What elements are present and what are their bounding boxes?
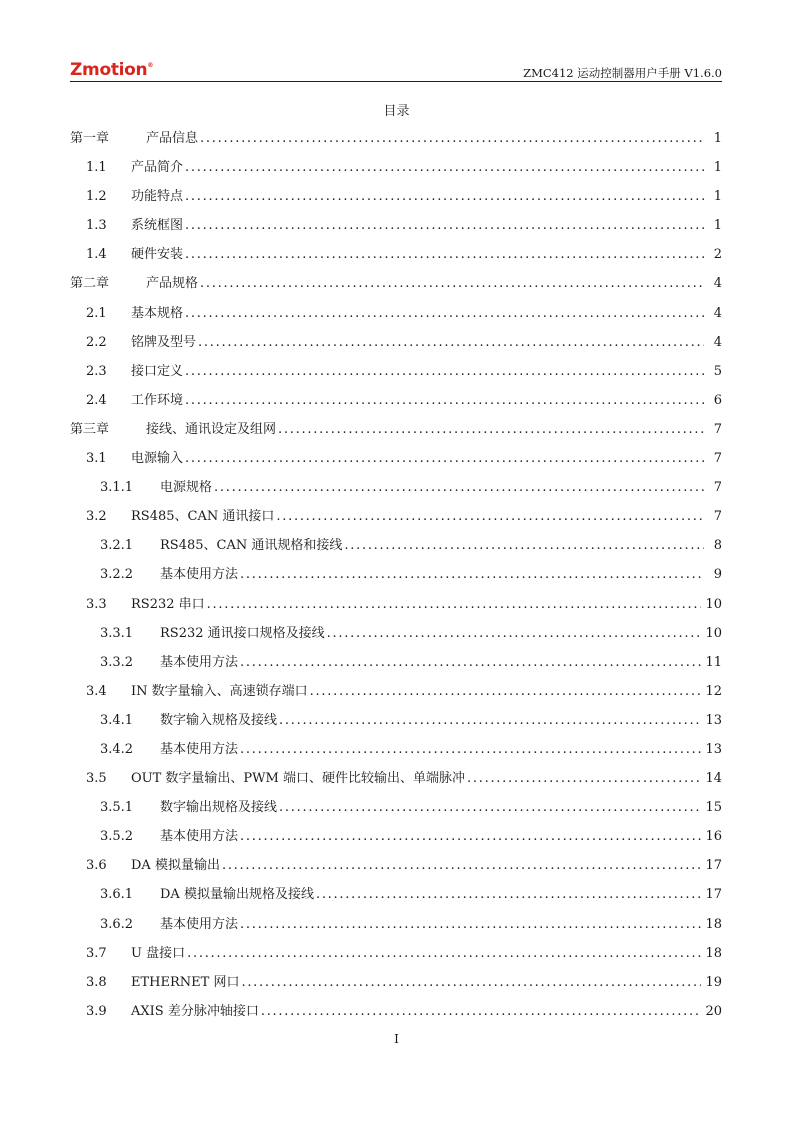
toc-entry-title: 产品简介 <box>131 160 184 176</box>
dot-leader <box>276 502 704 531</box>
toc-entry-title: ETHERNET 网口 <box>131 974 240 990</box>
toc-entry-number: 3.1 <box>86 451 107 467</box>
toc-entry-title: 铭牌及型号 <box>131 334 197 350</box>
dot-leader <box>261 997 702 1026</box>
dot-leader <box>316 880 702 909</box>
toc-entry-page: 12 <box>705 683 722 699</box>
page-header <box>70 58 722 82</box>
dot-leader <box>344 531 704 560</box>
toc-entry-number: 1.2 <box>86 189 107 205</box>
dot-leader <box>185 299 704 328</box>
toc-entry-title: DA 模拟量输出规格及接线 <box>160 887 314 903</box>
dot-leader <box>222 851 702 880</box>
header-divider <box>70 81 722 82</box>
logo-text: Zmotion <box>70 60 148 80</box>
dot-leader <box>200 124 704 153</box>
dot-leader <box>310 677 702 706</box>
dot-leader <box>279 793 701 822</box>
toc-entry[interactable] <box>70 619 722 648</box>
toc-entry[interactable] <box>70 444 722 473</box>
toc-entry-title: RS232 通讯接口规格及接线 <box>160 625 325 641</box>
toc-entry[interactable] <box>70 939 722 968</box>
toc-entry-number: 3.7 <box>86 945 107 961</box>
toc-entry[interactable] <box>70 590 722 619</box>
dot-leader <box>240 648 701 677</box>
toc-entry-number: 2.4 <box>86 392 107 408</box>
toc-entry[interactable] <box>70 531 722 560</box>
toc-entry[interactable] <box>70 124 722 153</box>
toc-entry-page: 18 <box>705 945 722 961</box>
toc-entry-title: 接线、通讯设定及组网 <box>146 421 277 437</box>
toc-entry-title: RS485、CAN 通讯接口 <box>131 509 275 525</box>
dot-leader <box>185 240 704 269</box>
toc-entry-title: 数字输出规格及接线 <box>160 800 278 816</box>
toc-entry-title: 基本使用方法 <box>160 829 239 845</box>
toc-entry-page: 13 <box>705 741 722 757</box>
toc-entry-page: 7 <box>713 451 722 467</box>
dot-leader <box>240 560 704 589</box>
toc-entry[interactable] <box>70 648 722 677</box>
toc-entry[interactable] <box>70 968 722 997</box>
toc-entry-page: 1 <box>713 160 722 176</box>
dot-leader <box>327 619 702 648</box>
toc-entry[interactable] <box>70 299 722 328</box>
toc-entry-title: 基本使用方法 <box>160 741 239 757</box>
toc-entry-page: 7 <box>713 480 722 496</box>
toc-entry-number: 3.5.2 <box>100 829 134 845</box>
toc-entry-number: 3.4.1 <box>100 712 134 728</box>
toc-entry-title: RS485、CAN 通讯规格和接线 <box>160 538 343 554</box>
toc-entry[interactable] <box>70 269 722 298</box>
toc-entry-page: 10 <box>705 596 722 612</box>
toc-entry-number: 3.9 <box>86 1003 107 1019</box>
toc-entry-page: 17 <box>705 887 722 903</box>
toc-entry[interactable] <box>70 182 722 211</box>
toc-entry[interactable] <box>70 211 722 240</box>
dot-leader <box>207 590 702 619</box>
toc-entry-page: 13 <box>705 712 722 728</box>
toc-entry-number: 3.1.1 <box>100 480 134 496</box>
toc-entry-page: 11 <box>705 654 722 670</box>
toc-entry-number: 3.3.2 <box>100 654 134 670</box>
toc-entry-number: 2.2 <box>86 334 107 350</box>
toc-entry-title: 基本使用方法 <box>160 567 239 583</box>
dot-leader <box>467 764 701 793</box>
toc-entry-title: IN 数字量输入、高速锁存端口 <box>131 683 308 699</box>
toc-entry-number: 3.6 <box>86 858 107 874</box>
toc-entry-title: OUT 数字量输出、PWM 端口、硬件比较输出、单端脉冲 <box>131 771 465 787</box>
toc-entry-page: 4 <box>713 334 722 350</box>
toc-entry[interactable] <box>70 328 722 357</box>
toc-entry-title: 工作环境 <box>131 392 184 408</box>
toc-entry[interactable] <box>70 357 722 386</box>
toc-entry[interactable] <box>70 677 722 706</box>
toc-entry-number: 3.4.2 <box>100 741 134 757</box>
toc-entry-number: 1.1 <box>86 160 107 176</box>
dot-leader <box>187 939 701 968</box>
table-of-contents <box>70 124 722 1026</box>
toc-entry-number: 3.5 <box>86 771 107 787</box>
dot-leader <box>279 706 701 735</box>
toc-entry-number: 3.2 <box>86 509 107 525</box>
toc-entry-title: DA 模拟量输出 <box>131 858 220 874</box>
toc-entry-number: 第三章 <box>70 421 110 437</box>
toc-entry-number: 3.6.1 <box>100 887 134 903</box>
toc-entry-page: 4 <box>713 305 722 321</box>
toc-entry[interactable] <box>70 240 722 269</box>
toc-entry[interactable] <box>70 502 722 531</box>
toc-entry-title: 系统框图 <box>131 218 184 234</box>
dot-leader <box>185 182 704 211</box>
toc-entry-number: 3.8 <box>86 974 107 990</box>
toc-entry-page: 1 <box>713 131 722 146</box>
toc-entry-number: 2.3 <box>86 363 107 379</box>
toc-entry-page: 16 <box>705 829 722 845</box>
toc-entry-page: 2 <box>713 247 722 263</box>
toc-entry-title: 基本使用方法 <box>160 654 239 670</box>
document-title: ZMC412 运动控制器用户手册 V1.6.0 <box>523 66 722 80</box>
toc-entry-title: 接口定义 <box>131 363 184 379</box>
toc-entry-number: 3.2.1 <box>100 538 134 554</box>
registered-mark: ® <box>147 62 154 69</box>
dot-leader <box>185 211 704 240</box>
toc-entry-title: 功能特点 <box>131 189 184 205</box>
toc-entry-number: 3.4 <box>86 683 107 699</box>
toc-entry-number: 3.3.1 <box>100 625 134 641</box>
toc-entry-page: 7 <box>713 421 722 437</box>
toc-entry[interactable] <box>70 764 722 793</box>
dot-leader <box>185 444 704 473</box>
toc-entry[interactable] <box>70 706 722 735</box>
toc-entry-page: 6 <box>713 392 722 408</box>
toc-entry[interactable] <box>70 822 722 851</box>
toc-entry-page: 17 <box>705 858 722 874</box>
toc-entry[interactable] <box>70 910 722 939</box>
toc-entry[interactable] <box>70 415 722 444</box>
toc-entry-number: 1.3 <box>86 218 107 234</box>
dot-leader <box>185 386 704 415</box>
toc-entry-title: 数字输入规格及接线 <box>160 712 278 728</box>
toc-entry-title: AXIS 差分脉冲轴接口 <box>131 1003 259 1019</box>
toc-entry[interactable] <box>70 386 722 415</box>
toc-entry-number: 3.5.1 <box>100 800 134 816</box>
page-number: I <box>394 1032 399 1046</box>
toc-entry-page: 8 <box>713 538 722 554</box>
toc-entry-number: 2.1 <box>86 305 107 321</box>
toc-entry[interactable] <box>70 560 722 589</box>
toc-entry-page: 19 <box>705 974 722 990</box>
dot-leader <box>240 822 701 851</box>
toc-entry[interactable] <box>70 473 722 502</box>
toc-entry-title: 基本规格 <box>131 305 184 321</box>
toc-entry-number: 3.2.2 <box>100 567 134 583</box>
toc-entry[interactable] <box>70 880 722 909</box>
toc-entry-page: 4 <box>713 276 722 292</box>
toc-entry-title: 基本使用方法 <box>160 916 239 932</box>
toc-entry-title: 电源输入 <box>131 451 184 467</box>
toc-entry-number: 第二章 <box>70 276 110 292</box>
toc-entry-title: 电源规格 <box>160 480 213 496</box>
toc-entry-page: 18 <box>705 916 722 932</box>
toc-entry-page: 9 <box>713 567 722 583</box>
dot-leader <box>240 735 701 764</box>
toc-entry-page: 5 <box>713 363 722 379</box>
dot-leader <box>241 968 701 997</box>
toc-entry[interactable] <box>70 851 722 880</box>
toc-entry-page: 15 <box>705 800 722 816</box>
dot-leader <box>214 473 704 502</box>
toc-entry-page: 7 <box>713 509 722 525</box>
zmotion-logo <box>70 60 153 80</box>
toc-entry[interactable] <box>70 997 722 1026</box>
dot-leader <box>185 153 704 182</box>
toc-entry-page: 20 <box>705 1003 722 1019</box>
dot-leader <box>200 269 704 298</box>
toc-entry-page: 1 <box>713 218 722 234</box>
toc-entry-title: 硬件安装 <box>131 247 184 263</box>
toc-entry-number: 3.6.2 <box>100 916 134 932</box>
dot-leader <box>278 415 704 444</box>
toc-entry[interactable] <box>70 735 722 764</box>
toc-entry-page: 1 <box>713 189 722 205</box>
toc-entry[interactable] <box>70 793 722 822</box>
toc-entry[interactable] <box>70 153 722 182</box>
toc-entry-title: RS232 串口 <box>131 596 205 612</box>
toc-entry-page: 14 <box>705 771 722 787</box>
toc-entry-title: 产品规格 <box>146 276 199 292</box>
dot-leader <box>198 328 704 357</box>
toc-entry-page: 10 <box>705 625 722 641</box>
dot-leader <box>240 910 701 939</box>
toc-entry-title: U 盘接口 <box>131 945 186 961</box>
toc-entry-number: 1.4 <box>86 247 107 263</box>
toc-entry-title: 产品信息 <box>146 131 199 146</box>
toc-heading: 目录 <box>383 104 410 119</box>
toc-entry-number: 3.3 <box>86 596 107 612</box>
dot-leader <box>185 357 704 386</box>
toc-entry-number: 第一章 <box>70 131 110 146</box>
